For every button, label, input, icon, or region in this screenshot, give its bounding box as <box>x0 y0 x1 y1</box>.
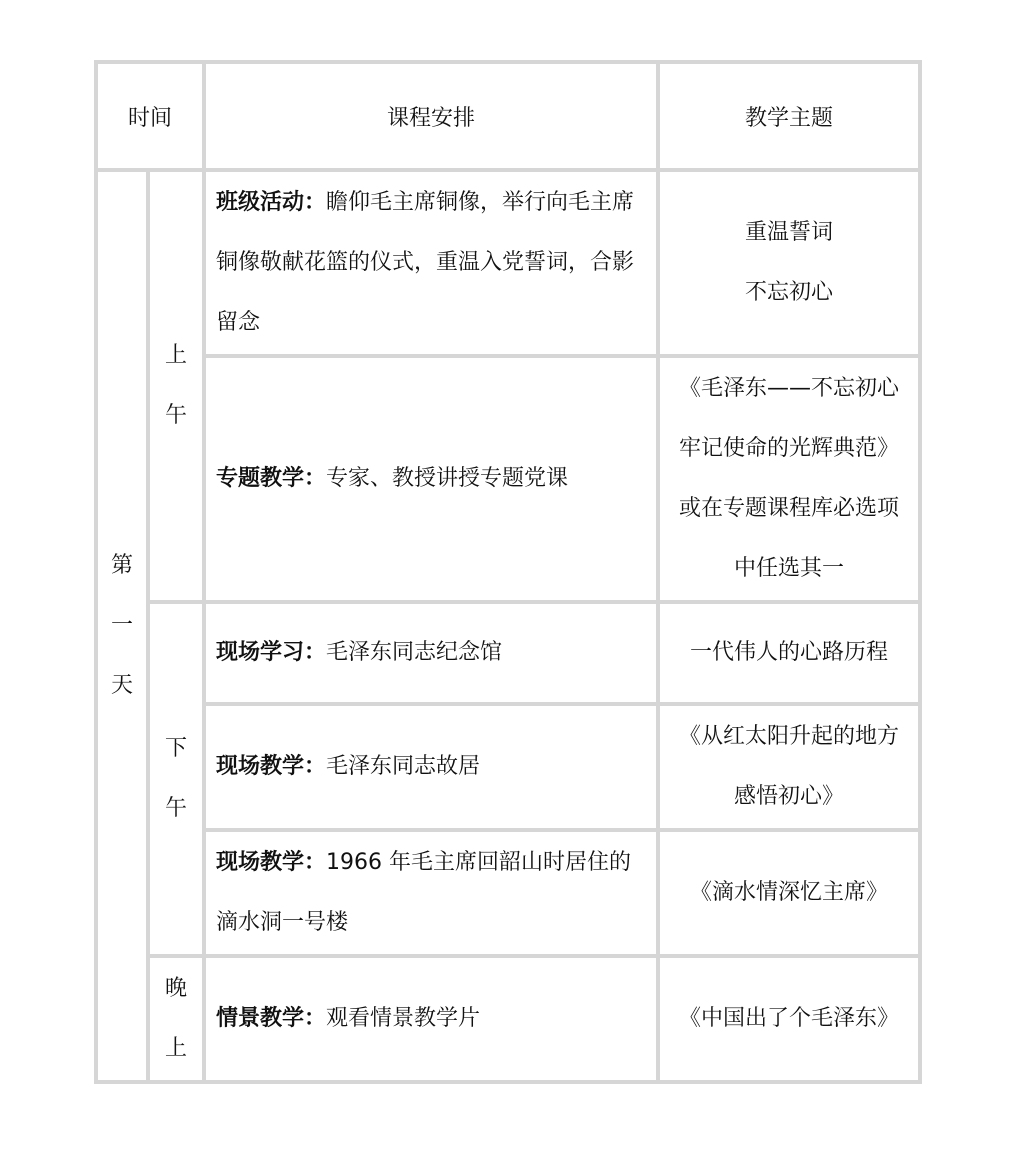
course-cell <box>204 830 658 956</box>
theme-cell <box>658 602 920 704</box>
header-theme: 教学主题 <box>658 62 920 170</box>
course-label: 现场教学： <box>216 754 327 779</box>
course-label: 现场教学： <box>216 850 327 875</box>
period-evening <box>148 956 204 1082</box>
period-char: 午 <box>165 796 188 821</box>
course-text: 1966 年毛主席回韶山时居住的滴水洞一号楼 <box>216 850 632 935</box>
day-char: 一 <box>110 613 133 638</box>
theme-cell <box>658 956 920 1082</box>
course-cell <box>204 356 658 602</box>
theme-line: 感悟初心》 <box>734 784 845 809</box>
header-course: 课程安排 <box>204 62 658 170</box>
theme-line: 重温誓词 <box>745 220 834 245</box>
theme-line: 不忘初心 <box>745 280 834 305</box>
course-label: 班级活动： <box>216 190 327 215</box>
table-row <box>96 602 920 704</box>
theme-line: 中任选其一 <box>734 556 845 581</box>
period-char: 上 <box>165 1036 188 1061</box>
theme-line: 或在专题课程库必选项 <box>679 496 900 521</box>
theme-cell <box>658 704 920 830</box>
theme-cell <box>658 170 920 356</box>
theme-cell <box>658 356 920 602</box>
day-char: 第 <box>110 553 133 578</box>
period-char: 午 <box>165 403 188 428</box>
header-row <box>96 62 920 170</box>
header-time: 时间 <box>96 62 204 170</box>
table-row <box>96 356 920 602</box>
course-text: 毛泽东同志故居 <box>326 754 481 779</box>
course-text: 瞻仰毛主席铜像，举行向毛主席铜像敬献花篮的仪式，重温入党誓词，合影留念 <box>216 190 635 335</box>
period-morning <box>148 170 204 602</box>
course-text: 专家、教授讲授专题党课 <box>326 466 569 491</box>
period-char: 下 <box>165 736 188 761</box>
theme-line: 牢记使命的光辉典范》 <box>679 436 900 461</box>
course-label: 现场学习： <box>216 640 327 665</box>
theme-line: 《滴水情深忆主席》 <box>690 880 889 905</box>
course-cell <box>204 602 658 704</box>
table-row <box>96 170 920 356</box>
theme-line: 《从红太阳升起的地方 <box>679 724 900 749</box>
schedule-table <box>94 60 922 1084</box>
theme-cell <box>658 830 920 956</box>
course-cell <box>204 704 658 830</box>
day-cell <box>96 170 148 1082</box>
course-label: 情景教学： <box>216 1006 327 1031</box>
course-cell <box>204 956 658 1082</box>
table-row <box>96 956 920 1082</box>
theme-line: 《中国出了个毛泽东》 <box>679 1006 900 1031</box>
table-row <box>96 830 920 956</box>
period-char: 上 <box>165 343 188 368</box>
course-text: 毛泽东同志纪念馆 <box>326 640 503 665</box>
course-text: 观看情景教学片 <box>326 1006 481 1031</box>
table-row <box>96 704 920 830</box>
theme-line: 一代伟人的心路历程 <box>690 640 889 665</box>
period-afternoon <box>148 602 204 956</box>
day-char: 天 <box>110 673 133 698</box>
period-char: 晚 <box>165 976 188 1001</box>
theme-line: 《毛泽东——不忘初心 <box>679 376 900 401</box>
course-label: 专题教学： <box>216 466 327 491</box>
course-cell <box>204 170 658 356</box>
